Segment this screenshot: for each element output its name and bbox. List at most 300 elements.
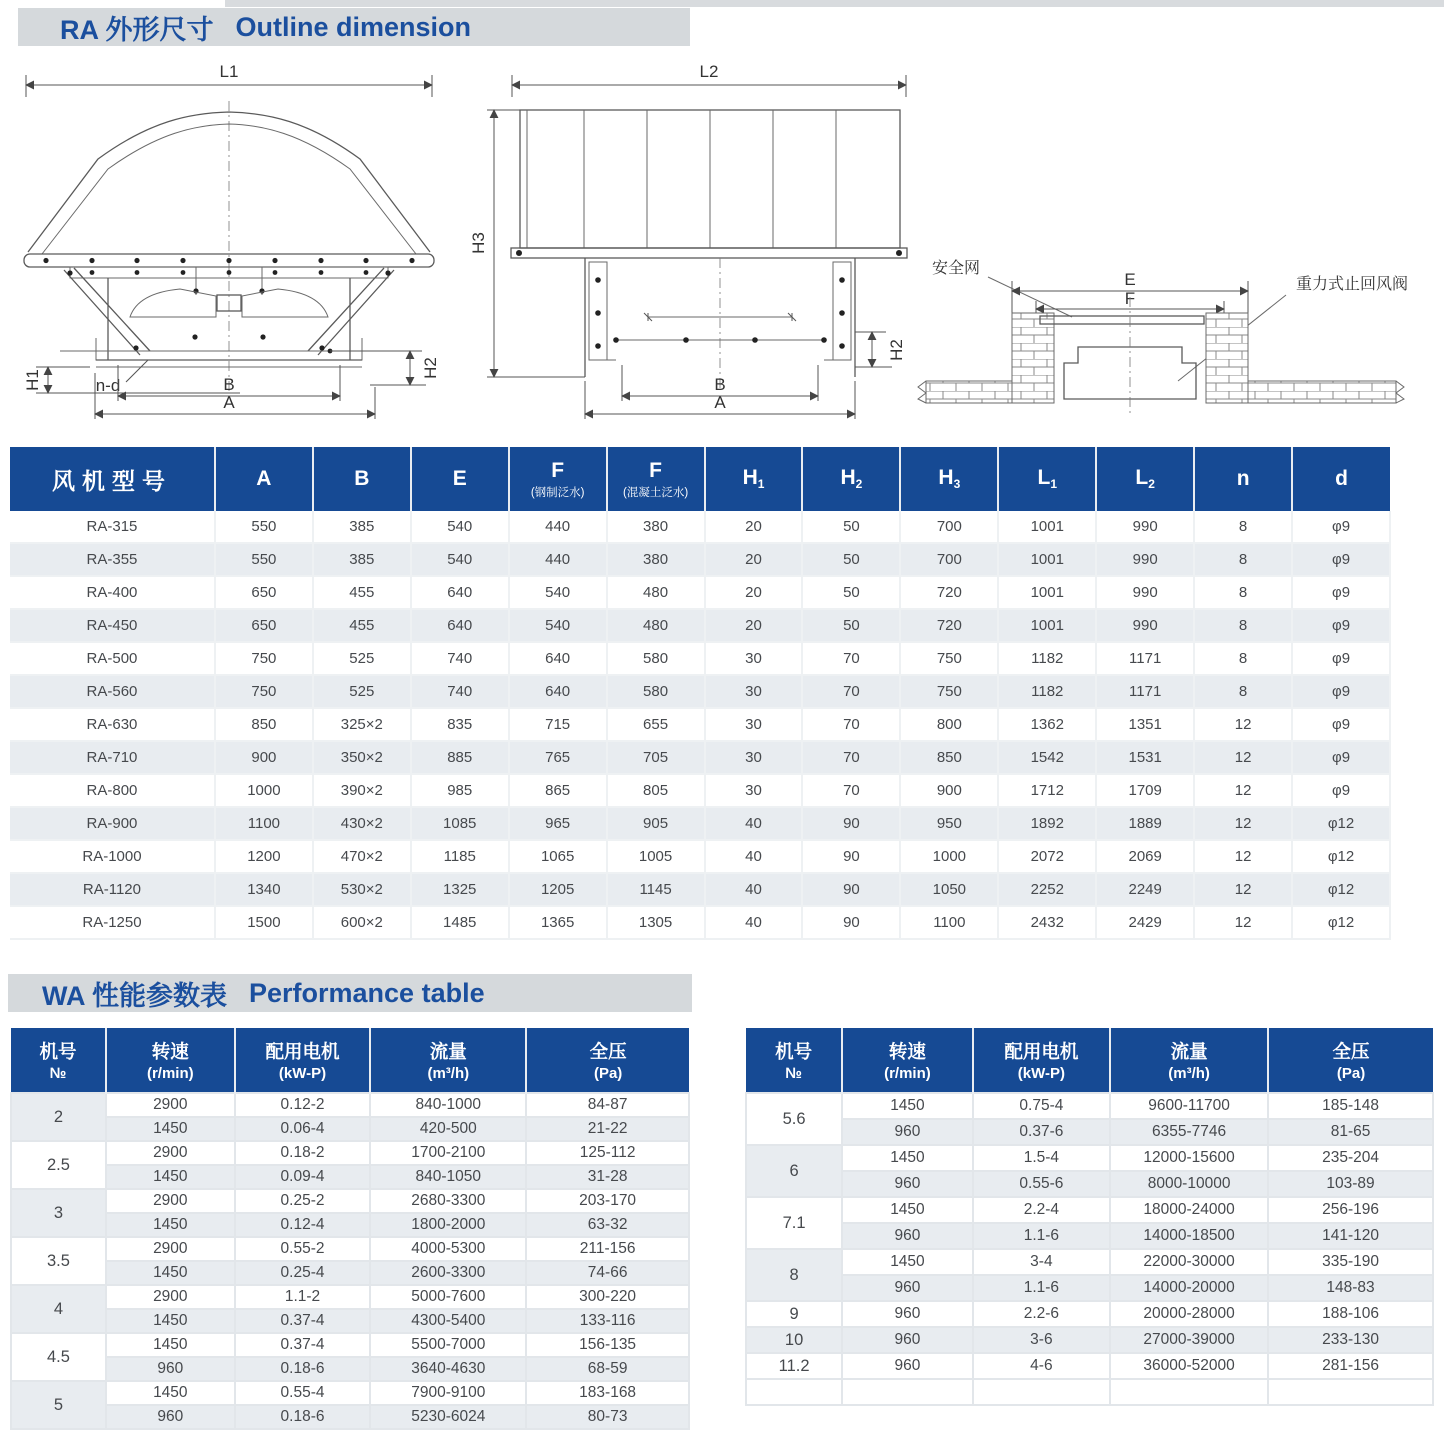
value-cell: φ9 bbox=[1292, 642, 1390, 675]
value-cell: φ9 bbox=[1292, 609, 1390, 642]
value-cell: 1450 bbox=[842, 1197, 973, 1223]
value-cell: 1100 bbox=[215, 807, 313, 840]
label-l1: L1 bbox=[219, 62, 239, 81]
model-cell: RA-1250 bbox=[10, 906, 215, 939]
value-cell: 1005 bbox=[607, 840, 705, 873]
value-cell: 640 bbox=[509, 642, 607, 675]
value-cell: 985 bbox=[411, 774, 509, 807]
value-cell: 5500-7000 bbox=[370, 1333, 526, 1357]
value-cell: 12 bbox=[1194, 873, 1292, 906]
column-header: F (钢制泛水) bbox=[509, 447, 607, 511]
value-cell: 2429 bbox=[1096, 906, 1194, 939]
value-cell: 5230-6024 bbox=[370, 1405, 526, 1429]
value-cell bbox=[1268, 1379, 1433, 1405]
value-cell: 12 bbox=[1194, 906, 1292, 939]
table-row bbox=[11, 1381, 689, 1405]
value-cell: 7900-9100 bbox=[370, 1381, 526, 1405]
table-row bbox=[746, 1171, 1433, 1197]
model-cell: RA-355 bbox=[10, 543, 215, 576]
value-cell: 70 bbox=[802, 675, 900, 708]
outline-dimension-drawings bbox=[0, 55, 1444, 447]
value-cell: 1001 bbox=[998, 609, 1096, 642]
value-cell: 4300-5400 bbox=[370, 1309, 526, 1333]
top-gray-strip bbox=[225, 0, 1444, 7]
value-cell: 1.1-6 bbox=[973, 1275, 1110, 1301]
value-cell: 2249 bbox=[1096, 873, 1194, 906]
value-cell: 8 bbox=[1194, 543, 1292, 576]
value-cell: 325×2 bbox=[313, 708, 411, 741]
value-cell: 965 bbox=[509, 807, 607, 840]
table-row bbox=[10, 807, 1390, 840]
value-cell: 550 bbox=[215, 543, 313, 576]
value-cell: 960 bbox=[106, 1357, 235, 1381]
value-cell: 805 bbox=[607, 774, 705, 807]
value-cell: 420-500 bbox=[370, 1117, 526, 1141]
value-cell: 12000-15600 bbox=[1110, 1145, 1268, 1171]
column-header: $H_2$ bbox=[802, 447, 900, 511]
value-cell: 740 bbox=[411, 642, 509, 675]
table-row bbox=[10, 543, 1390, 576]
value-cell: 1889 bbox=[1096, 807, 1194, 840]
value-cell: 2900 bbox=[106, 1141, 235, 1165]
table-row bbox=[11, 1405, 689, 1429]
performance-table-right bbox=[745, 1028, 1434, 1406]
value-cell: 21-22 bbox=[526, 1117, 689, 1141]
value-cell: 12 bbox=[1194, 807, 1292, 840]
value-cell: 1.1-6 bbox=[973, 1223, 1110, 1249]
value-cell: 840-1000 bbox=[370, 1093, 526, 1117]
value-cell: 40 bbox=[705, 873, 803, 906]
value-cell: 185-148 bbox=[1268, 1093, 1433, 1119]
value-cell: 455 bbox=[313, 609, 411, 642]
value-cell: 1100 bbox=[900, 906, 998, 939]
value-cell: 990 bbox=[1096, 609, 1194, 642]
value-cell: 235-204 bbox=[1268, 1145, 1433, 1171]
table-row bbox=[746, 1301, 1433, 1327]
column-header: 转速 (r/min) bbox=[106, 1028, 235, 1093]
value-cell: 1709 bbox=[1096, 774, 1194, 807]
table-row bbox=[11, 1093, 689, 1117]
column-header: 配用电机 (kW-P) bbox=[973, 1028, 1110, 1093]
column-header: 配用电机 (kW-P) bbox=[235, 1028, 371, 1093]
value-cell: 40 bbox=[705, 840, 803, 873]
model-cell: RA-1000 bbox=[10, 840, 215, 873]
value-cell: 380 bbox=[607, 543, 705, 576]
fan-no-cell: 2.5 bbox=[11, 1141, 106, 1189]
label-e: E bbox=[1124, 270, 1136, 289]
value-cell bbox=[1110, 1379, 1268, 1405]
value-cell: 740 bbox=[411, 675, 509, 708]
value-cell: 580 bbox=[607, 642, 705, 675]
column-header: d bbox=[1292, 447, 1390, 511]
table-row bbox=[10, 609, 1390, 642]
value-cell: 0.25-2 bbox=[235, 1189, 371, 1213]
value-cell: φ12 bbox=[1292, 906, 1390, 939]
value-cell: 1171 bbox=[1096, 675, 1194, 708]
value-cell: 900 bbox=[900, 774, 998, 807]
value-cell: 63-32 bbox=[526, 1213, 689, 1237]
fan-no-cell: 3.5 bbox=[11, 1237, 106, 1285]
value-cell: 960 bbox=[842, 1171, 973, 1197]
table-row bbox=[11, 1285, 689, 1309]
value-cell: 990 bbox=[1096, 511, 1194, 543]
value-cell: 2900 bbox=[106, 1093, 235, 1117]
performance-section-title bbox=[8, 974, 692, 1012]
table-row bbox=[746, 1379, 1433, 1405]
column-header: 风机型号 bbox=[10, 447, 215, 511]
value-cell: 1450 bbox=[842, 1145, 973, 1171]
value-cell: 750 bbox=[900, 675, 998, 708]
value-cell: 525 bbox=[313, 675, 411, 708]
value-cell: 385 bbox=[313, 543, 411, 576]
table-row bbox=[11, 1189, 689, 1213]
value-cell: 750 bbox=[215, 642, 313, 675]
column-header: 流量 (m³/h) bbox=[1110, 1028, 1268, 1093]
value-cell: 80-73 bbox=[526, 1405, 689, 1429]
value-cell: 12 bbox=[1194, 708, 1292, 741]
value-cell: 1001 bbox=[998, 511, 1096, 543]
value-cell: 480 bbox=[607, 576, 705, 609]
value-cell: 40 bbox=[705, 807, 803, 840]
value-cell: 1340 bbox=[215, 873, 313, 906]
fan-no-cell: 3 bbox=[11, 1189, 106, 1237]
column-header: B bbox=[313, 447, 411, 511]
base-bolt-dots bbox=[90, 270, 369, 275]
value-cell: 1200 bbox=[215, 840, 313, 873]
table-row bbox=[11, 1333, 689, 1357]
value-cell: 4-6 bbox=[973, 1353, 1110, 1379]
value-cell: 865 bbox=[509, 774, 607, 807]
install-view-drawing bbox=[918, 259, 1408, 417]
column-header: A bbox=[215, 447, 313, 511]
label-n-d: n-d bbox=[95, 376, 121, 395]
value-cell: 850 bbox=[900, 741, 998, 774]
fan-no-cell: 5 bbox=[11, 1381, 106, 1429]
value-cell: 525 bbox=[313, 642, 411, 675]
value-cell: 1450 bbox=[106, 1333, 235, 1357]
value-cell: 0.37-4 bbox=[235, 1333, 371, 1357]
value-cell: 380 bbox=[607, 511, 705, 543]
value-cell: 960 bbox=[842, 1119, 973, 1145]
value-cell: 8 bbox=[1194, 675, 1292, 708]
value-cell: 430×2 bbox=[313, 807, 411, 840]
value-cell: 30 bbox=[705, 642, 803, 675]
value-cell: 1.5-4 bbox=[973, 1145, 1110, 1171]
table-row bbox=[10, 873, 1390, 906]
value-cell: 1305 bbox=[607, 906, 705, 939]
value-cell: 960 bbox=[842, 1301, 973, 1327]
value-cell: 30 bbox=[705, 675, 803, 708]
value-cell: 148-83 bbox=[1268, 1275, 1433, 1301]
value-cell: 1712 bbox=[998, 774, 1096, 807]
value-cell: 8000-10000 bbox=[1110, 1171, 1268, 1197]
value-cell: 1450 bbox=[106, 1117, 235, 1141]
value-cell: 840-1050 bbox=[370, 1165, 526, 1189]
value-cell: 1531 bbox=[1096, 741, 1194, 774]
performance-table-left bbox=[10, 1028, 690, 1430]
label-l2: L2 bbox=[699, 62, 719, 81]
value-cell: 335-190 bbox=[1268, 1249, 1433, 1275]
value-cell: 70 bbox=[802, 708, 900, 741]
value-cell: 8 bbox=[1194, 576, 1292, 609]
value-cell: 20 bbox=[705, 609, 803, 642]
table-row bbox=[11, 1261, 689, 1285]
label-b-side: B bbox=[714, 375, 726, 394]
value-cell bbox=[842, 1379, 973, 1405]
table-row bbox=[746, 1327, 1433, 1353]
table-row bbox=[10, 741, 1390, 774]
value-cell: 84-87 bbox=[526, 1093, 689, 1117]
value-cell: 350×2 bbox=[313, 741, 411, 774]
value-cell: 1065 bbox=[509, 840, 607, 873]
value-cell: 6355-7746 bbox=[1110, 1119, 1268, 1145]
value-cell: 14000-20000 bbox=[1110, 1275, 1268, 1301]
table-row bbox=[11, 1309, 689, 1333]
value-cell: 1362 bbox=[998, 708, 1096, 741]
value-cell: 1450 bbox=[106, 1213, 235, 1237]
value-cell: 20000-28000 bbox=[1110, 1301, 1268, 1327]
value-cell: 50 bbox=[802, 511, 900, 543]
dimension-table-body bbox=[10, 511, 1390, 939]
table-row bbox=[11, 1357, 689, 1381]
column-header: n bbox=[1194, 447, 1292, 511]
performance-right-header-row bbox=[746, 1028, 1433, 1093]
performance-title-zh: WA 性能参数表 bbox=[42, 980, 227, 1011]
value-cell: 0.06-4 bbox=[235, 1117, 371, 1141]
value-cell: 440 bbox=[509, 543, 607, 576]
value-cell: 70 bbox=[802, 642, 900, 675]
value-cell: 0.25-4 bbox=[235, 1261, 371, 1285]
fan-no-cell bbox=[746, 1379, 842, 1405]
model-cell: RA-630 bbox=[10, 708, 215, 741]
value-cell: 650 bbox=[215, 609, 313, 642]
label-h3: H3 bbox=[469, 232, 488, 254]
value-cell: 3640-4630 bbox=[370, 1357, 526, 1381]
model-cell: RA-500 bbox=[10, 642, 215, 675]
value-cell: 835 bbox=[411, 708, 509, 741]
value-cell: 0.18-2 bbox=[235, 1141, 371, 1165]
value-cell: 2600-3300 bbox=[370, 1261, 526, 1285]
fan-no-cell: 4 bbox=[11, 1285, 106, 1333]
value-cell: 1450 bbox=[106, 1381, 235, 1405]
column-header: 机号 № bbox=[11, 1028, 106, 1093]
value-cell: 188-106 bbox=[1268, 1301, 1433, 1327]
table-row bbox=[11, 1237, 689, 1261]
value-cell: 0.75-4 bbox=[973, 1093, 1110, 1119]
value-cell: 600×2 bbox=[313, 906, 411, 939]
table-row bbox=[10, 906, 1390, 939]
value-cell: 1450 bbox=[842, 1249, 973, 1275]
value-cell: 650 bbox=[215, 576, 313, 609]
column-header: 全压 (Pa) bbox=[1268, 1028, 1433, 1093]
rim-bolt-dots bbox=[43, 258, 414, 263]
value-cell: 8 bbox=[1194, 511, 1292, 543]
value-cell: 1700-2100 bbox=[370, 1141, 526, 1165]
fan-no-cell: 5.6 bbox=[746, 1093, 842, 1145]
label-h1: H1 bbox=[23, 369, 42, 391]
value-cell: 470×2 bbox=[313, 840, 411, 873]
value-cell: 550 bbox=[215, 511, 313, 543]
table-row bbox=[11, 1213, 689, 1237]
value-cell: 2680-3300 bbox=[370, 1189, 526, 1213]
value-cell: 27000-39000 bbox=[1110, 1327, 1268, 1353]
value-cell: 640 bbox=[411, 576, 509, 609]
value-cell: 156-135 bbox=[526, 1333, 689, 1357]
fan-no-cell: 7.1 bbox=[746, 1197, 842, 1249]
model-cell: RA-400 bbox=[10, 576, 215, 609]
value-cell: 990 bbox=[1096, 543, 1194, 576]
table-row bbox=[746, 1275, 1433, 1301]
column-header: F (混凝土泛水) bbox=[607, 447, 705, 511]
value-cell: 70 bbox=[802, 741, 900, 774]
model-cell: RA-800 bbox=[10, 774, 215, 807]
value-cell: φ9 bbox=[1292, 543, 1390, 576]
value-cell: 31-28 bbox=[526, 1165, 689, 1189]
value-cell: 50 bbox=[802, 543, 900, 576]
table-row bbox=[746, 1249, 1433, 1275]
value-cell: 2072 bbox=[998, 840, 1096, 873]
fan-no-cell: 2 bbox=[11, 1093, 106, 1141]
value-cell: 455 bbox=[313, 576, 411, 609]
value-cell: 1145 bbox=[607, 873, 705, 906]
value-cell: 281-156 bbox=[1268, 1353, 1433, 1379]
value-cell: 1325 bbox=[411, 873, 509, 906]
value-cell: 1050 bbox=[900, 873, 998, 906]
value-cell: 1171 bbox=[1096, 642, 1194, 675]
model-cell: RA-315 bbox=[10, 511, 215, 543]
column-header: $H_1$ bbox=[705, 447, 803, 511]
value-cell: 2900 bbox=[106, 1189, 235, 1213]
table-row bbox=[10, 774, 1390, 807]
column-header: 机号 № bbox=[746, 1028, 842, 1093]
column-header: 流量 (m³/h) bbox=[370, 1028, 526, 1093]
performance-title-en: Performance table bbox=[249, 977, 485, 1008]
dimension-table-header-row bbox=[10, 447, 1390, 511]
value-cell: 0.09-4 bbox=[235, 1165, 371, 1189]
value-cell: 700 bbox=[900, 543, 998, 576]
value-cell: 990 bbox=[1096, 576, 1194, 609]
value-cell: 960 bbox=[842, 1275, 973, 1301]
table-row bbox=[746, 1119, 1433, 1145]
value-cell: 540 bbox=[509, 609, 607, 642]
value-cell: 580 bbox=[607, 675, 705, 708]
model-cell: RA-450 bbox=[10, 609, 215, 642]
value-cell: 1.1-2 bbox=[235, 1285, 371, 1309]
label-check-valve: 重力式止回风阀 bbox=[1295, 276, 1408, 293]
value-cell: 2069 bbox=[1096, 840, 1194, 873]
value-cell: 960 bbox=[842, 1327, 973, 1353]
value-cell: 850 bbox=[215, 708, 313, 741]
value-cell: φ9 bbox=[1292, 741, 1390, 774]
fan-no-cell: 8 bbox=[746, 1249, 842, 1301]
value-cell: φ9 bbox=[1292, 708, 1390, 741]
value-cell: 905 bbox=[607, 807, 705, 840]
value-cell: 1485 bbox=[411, 906, 509, 939]
value-cell: 1000 bbox=[900, 840, 998, 873]
fan-no-cell: 4.5 bbox=[11, 1333, 106, 1381]
value-cell: 12 bbox=[1194, 774, 1292, 807]
value-cell: 12 bbox=[1194, 840, 1292, 873]
value-cell: 90 bbox=[802, 906, 900, 939]
value-cell: 3-4 bbox=[973, 1249, 1110, 1275]
value-cell: 22000-30000 bbox=[1110, 1249, 1268, 1275]
value-cell: 640 bbox=[509, 675, 607, 708]
value-cell: 0.18-6 bbox=[235, 1405, 371, 1429]
value-cell: φ12 bbox=[1292, 873, 1390, 906]
value-cell: 9600-11700 bbox=[1110, 1093, 1268, 1119]
value-cell: 0.37-4 bbox=[235, 1309, 371, 1333]
value-cell: 1205 bbox=[509, 873, 607, 906]
value-cell: 0.12-2 bbox=[235, 1093, 371, 1117]
value-cell: 40 bbox=[705, 906, 803, 939]
column-header: $H_3$ bbox=[900, 447, 998, 511]
table-row bbox=[746, 1223, 1433, 1249]
value-cell: 720 bbox=[900, 576, 998, 609]
value-cell: 960 bbox=[106, 1405, 235, 1429]
column-header: 全压 (Pa) bbox=[526, 1028, 689, 1093]
value-cell: 36000-52000 bbox=[1110, 1353, 1268, 1379]
value-cell: 1185 bbox=[411, 840, 509, 873]
value-cell: 540 bbox=[411, 543, 509, 576]
value-cell: 1450 bbox=[106, 1261, 235, 1285]
value-cell: 1365 bbox=[509, 906, 607, 939]
label-h2-front: H2 bbox=[421, 357, 440, 379]
value-cell: 900 bbox=[215, 741, 313, 774]
value-cell: 2900 bbox=[106, 1237, 235, 1261]
value-cell: 385 bbox=[313, 511, 411, 543]
dimension-table bbox=[10, 447, 1391, 940]
value-cell: 211-156 bbox=[526, 1237, 689, 1261]
value-cell: 530×2 bbox=[313, 873, 411, 906]
value-cell: 480 bbox=[607, 609, 705, 642]
side-view-drawing bbox=[469, 62, 907, 419]
table-row bbox=[10, 840, 1390, 873]
value-cell: 90 bbox=[802, 873, 900, 906]
value-cell: φ12 bbox=[1292, 807, 1390, 840]
value-cell: 20 bbox=[705, 543, 803, 576]
value-cell: 133-116 bbox=[526, 1309, 689, 1333]
value-cell: 2.2-4 bbox=[973, 1197, 1110, 1223]
value-cell bbox=[973, 1379, 1110, 1405]
value-cell: 233-130 bbox=[1268, 1327, 1433, 1353]
value-cell: 800 bbox=[900, 708, 998, 741]
front-view-drawing bbox=[23, 62, 440, 419]
value-cell: 5000-7600 bbox=[370, 1285, 526, 1309]
value-cell: 1001 bbox=[998, 543, 1096, 576]
value-cell: 1085 bbox=[411, 807, 509, 840]
model-cell: RA-560 bbox=[10, 675, 215, 708]
value-cell: 1351 bbox=[1096, 708, 1194, 741]
value-cell: 2432 bbox=[998, 906, 1096, 939]
label-a-side: A bbox=[714, 393, 726, 412]
value-cell: 30 bbox=[705, 774, 803, 807]
value-cell: 256-196 bbox=[1268, 1197, 1433, 1223]
value-cell: 950 bbox=[900, 807, 998, 840]
value-cell: 183-168 bbox=[526, 1381, 689, 1405]
table-row bbox=[11, 1117, 689, 1141]
value-cell: 885 bbox=[411, 741, 509, 774]
value-cell: 18000-24000 bbox=[1110, 1197, 1268, 1223]
label-f: F bbox=[1124, 289, 1136, 308]
value-cell: 74-66 bbox=[526, 1261, 689, 1285]
outline-title-zh: RA 外形尺寸 bbox=[60, 14, 214, 45]
outline-title-en: Outline dimension bbox=[235, 11, 472, 42]
value-cell: φ9 bbox=[1292, 774, 1390, 807]
value-cell: 0.55-4 bbox=[235, 1381, 371, 1405]
table-row bbox=[10, 642, 1390, 675]
table-row bbox=[746, 1093, 1433, 1119]
fan-no-cell: 10 bbox=[746, 1327, 842, 1353]
